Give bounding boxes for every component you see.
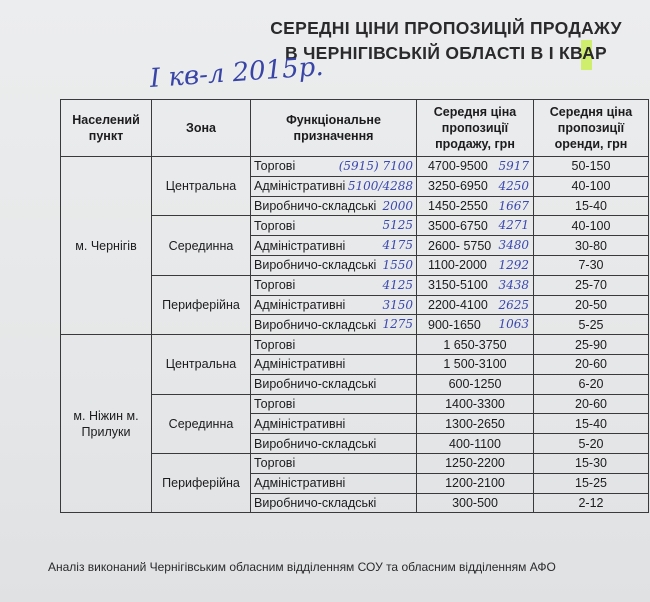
table-row [61, 335, 649, 355]
handwritten-annotation: 1063 [498, 317, 529, 332]
rent-price-cell: 25-90 [534, 335, 649, 355]
zone-cell: Центральна [152, 157, 251, 216]
function-label: Торгові [254, 337, 296, 352]
function-label: Торгові [254, 218, 296, 233]
settlement-cell: м. Ніжин м. Прилуки [61, 335, 152, 513]
rent-price-cell: 5-25 [534, 315, 649, 335]
handwritten-annotation: 1292 [498, 257, 529, 272]
function-cell [251, 275, 417, 295]
handwritten-annotation: 4175 [382, 238, 413, 253]
sale-price-value: 1 650-3750 [443, 337, 507, 352]
sale-price-value: 3250-6950 [428, 179, 488, 194]
handwritten-annotation: 1550 [382, 257, 413, 272]
zone-cell: Центральна [152, 335, 251, 394]
function-cell [251, 493, 417, 513]
rent-price-cell: 2-12 [534, 493, 649, 513]
rent-price-cell: 15-30 [534, 453, 649, 473]
sale-price-value: 1300-2650 [445, 416, 505, 431]
footer-note: Аналіз виконаний Чернігівським обласним відділенням СОУ та обласним відділенням АФО [48, 560, 556, 574]
function-label: Адміністративні [254, 297, 346, 312]
sale-price-cell [417, 335, 534, 355]
sale-price-cell [417, 434, 534, 454]
function-cell [251, 176, 417, 196]
handwritten-annotation: 2625 [498, 297, 529, 312]
handwritten-annotation: 3150 [382, 297, 413, 312]
handwritten-annotation: 3438 [498, 277, 529, 292]
sale-price-cell [417, 473, 534, 493]
sale-price-cell [417, 414, 534, 434]
handwritten-quarter-note: І кв-л 2015р. [148, 51, 325, 94]
header-sale-price: Середня ціна пропозиції продажу, грн [417, 100, 534, 157]
function-label: Виробничо-складські [254, 317, 377, 332]
table-header-row [61, 100, 649, 157]
sale-price-value: 1250-2200 [445, 456, 505, 471]
function-label: Адміністративні [254, 416, 346, 431]
handwritten-annotation: 5125 [382, 218, 413, 233]
function-label: Торгові [254, 278, 296, 293]
rent-price-cell: 20-50 [534, 295, 649, 315]
zone-cell: Серединна [152, 394, 251, 453]
sale-price-cell [417, 157, 534, 177]
handwritten-annotation: (5915) 7100 [338, 159, 413, 173]
title-line-1: СЕРЕДНІ ЦІНИ ПРОПОЗИЦІЙ ПРОДАЖУ [270, 18, 622, 38]
zone-cell: Периферійна [152, 453, 251, 512]
function-label: Виробничо-складські [254, 495, 377, 510]
sale-price-cell [417, 255, 534, 275]
handwritten-annotation: 2000 [382, 198, 413, 213]
function-cell [251, 236, 417, 256]
function-cell [251, 374, 417, 394]
sale-price-cell [417, 453, 534, 473]
function-cell [251, 157, 417, 177]
rent-price-cell: 15-40 [534, 414, 649, 434]
function-cell [251, 473, 417, 493]
rent-price-cell: 40-100 [534, 216, 649, 236]
header-function: Функціональне призначення [251, 100, 417, 157]
title-line-2: В ЧЕРНІГІВСЬКІЙ ОБЛАСТІ В І КВАР [284, 43, 608, 63]
function-cell [251, 453, 417, 473]
rent-price-cell: 25-70 [534, 275, 649, 295]
table-row [61, 157, 649, 177]
sale-price-value: 900-1650 [428, 317, 481, 332]
sale-price-value: 1400-3300 [445, 396, 505, 411]
function-label: Торгові [254, 159, 296, 174]
price-table [60, 99, 649, 513]
function-cell [251, 335, 417, 355]
rent-price-cell: 20-60 [534, 394, 649, 414]
rent-price-cell: 7-30 [534, 255, 649, 275]
handwritten-annotation: 3480 [498, 238, 529, 253]
sale-price-value: 1450-2550 [428, 198, 488, 213]
sale-price-value: 600-1250 [448, 377, 502, 392]
function-cell [251, 414, 417, 434]
sale-price-cell [417, 295, 534, 315]
sale-price-value: 1200-2100 [445, 476, 505, 491]
rent-price-cell: 30-80 [534, 236, 649, 256]
rent-price-cell: 5-20 [534, 434, 649, 454]
sale-price-cell [417, 394, 534, 414]
sale-price-cell [417, 374, 534, 394]
handwritten-annotation: 5917 [498, 159, 529, 173]
table-body [61, 157, 649, 513]
sale-price-cell [417, 176, 534, 196]
sale-price-cell [417, 275, 534, 295]
function-label: Адміністративні [254, 238, 346, 253]
function-cell [251, 196, 417, 216]
handwritten-annotation: 5100/4288 [347, 178, 413, 193]
rent-price-cell: 50-150 [534, 157, 649, 177]
header-settlement: Населений пункт [61, 100, 152, 157]
function-label: Торгові [254, 456, 296, 471]
zone-cell: Периферійна [152, 275, 251, 334]
function-cell [251, 295, 417, 315]
rent-price-cell: 20-60 [534, 354, 649, 374]
sale-price-value: 1100-2000 [428, 258, 487, 273]
sale-price-cell [417, 236, 534, 256]
settlement-cell: м. Чернігів [61, 157, 152, 335]
function-cell [251, 255, 417, 275]
function-cell [251, 315, 417, 335]
function-label: Адміністративні [254, 179, 346, 194]
function-label: Адміністративні [254, 476, 346, 491]
rent-price-cell: 40-100 [534, 176, 649, 196]
sale-price-cell [417, 216, 534, 236]
sale-price-cell [417, 315, 534, 335]
sale-price-value: 3150-5100 [428, 278, 488, 293]
function-label: Торгові [254, 396, 296, 411]
sale-price-value: 4700-9500 [428, 159, 488, 174]
zone-cell: Серединна [152, 216, 251, 275]
handwritten-annotation: 4271 [498, 218, 529, 233]
sale-price-value: 2200-4100 [428, 297, 488, 312]
handwritten-annotation: 4250 [498, 178, 529, 193]
sale-price-cell [417, 493, 534, 513]
function-label: Виробничо-складські [254, 436, 377, 451]
sale-price-value: 1 500-3100 [443, 357, 507, 372]
sale-price-value: 2600- 5750 [428, 238, 492, 253]
function-cell [251, 354, 417, 374]
function-cell [251, 216, 417, 236]
sale-price-value: 300-500 [452, 495, 498, 510]
header-rent-price: Середня ціна пропозиції оренди, грн [534, 100, 649, 157]
sale-price-cell [417, 354, 534, 374]
function-label: Виробничо-складські [254, 258, 377, 273]
rent-price-cell: 15-40 [534, 196, 649, 216]
handwritten-annotation: 4125 [382, 277, 413, 292]
rent-price-cell: 6-20 [534, 374, 649, 394]
handwritten-annotation: 1275 [382, 317, 413, 332]
function-cell [251, 434, 417, 454]
header-zone: Зона [152, 100, 251, 157]
handwritten-annotation: 1667 [498, 198, 529, 213]
sale-price-value: 3500-6750 [428, 218, 488, 233]
sale-price-value: 400-1100 [449, 436, 501, 451]
function-label: Адміністративні [254, 357, 346, 372]
sale-price-cell [417, 196, 534, 216]
rent-price-cell: 15-25 [534, 473, 649, 493]
function-cell [251, 394, 417, 414]
function-label: Виробничо-складські [254, 198, 377, 213]
function-label: Виробничо-складські [254, 377, 377, 392]
